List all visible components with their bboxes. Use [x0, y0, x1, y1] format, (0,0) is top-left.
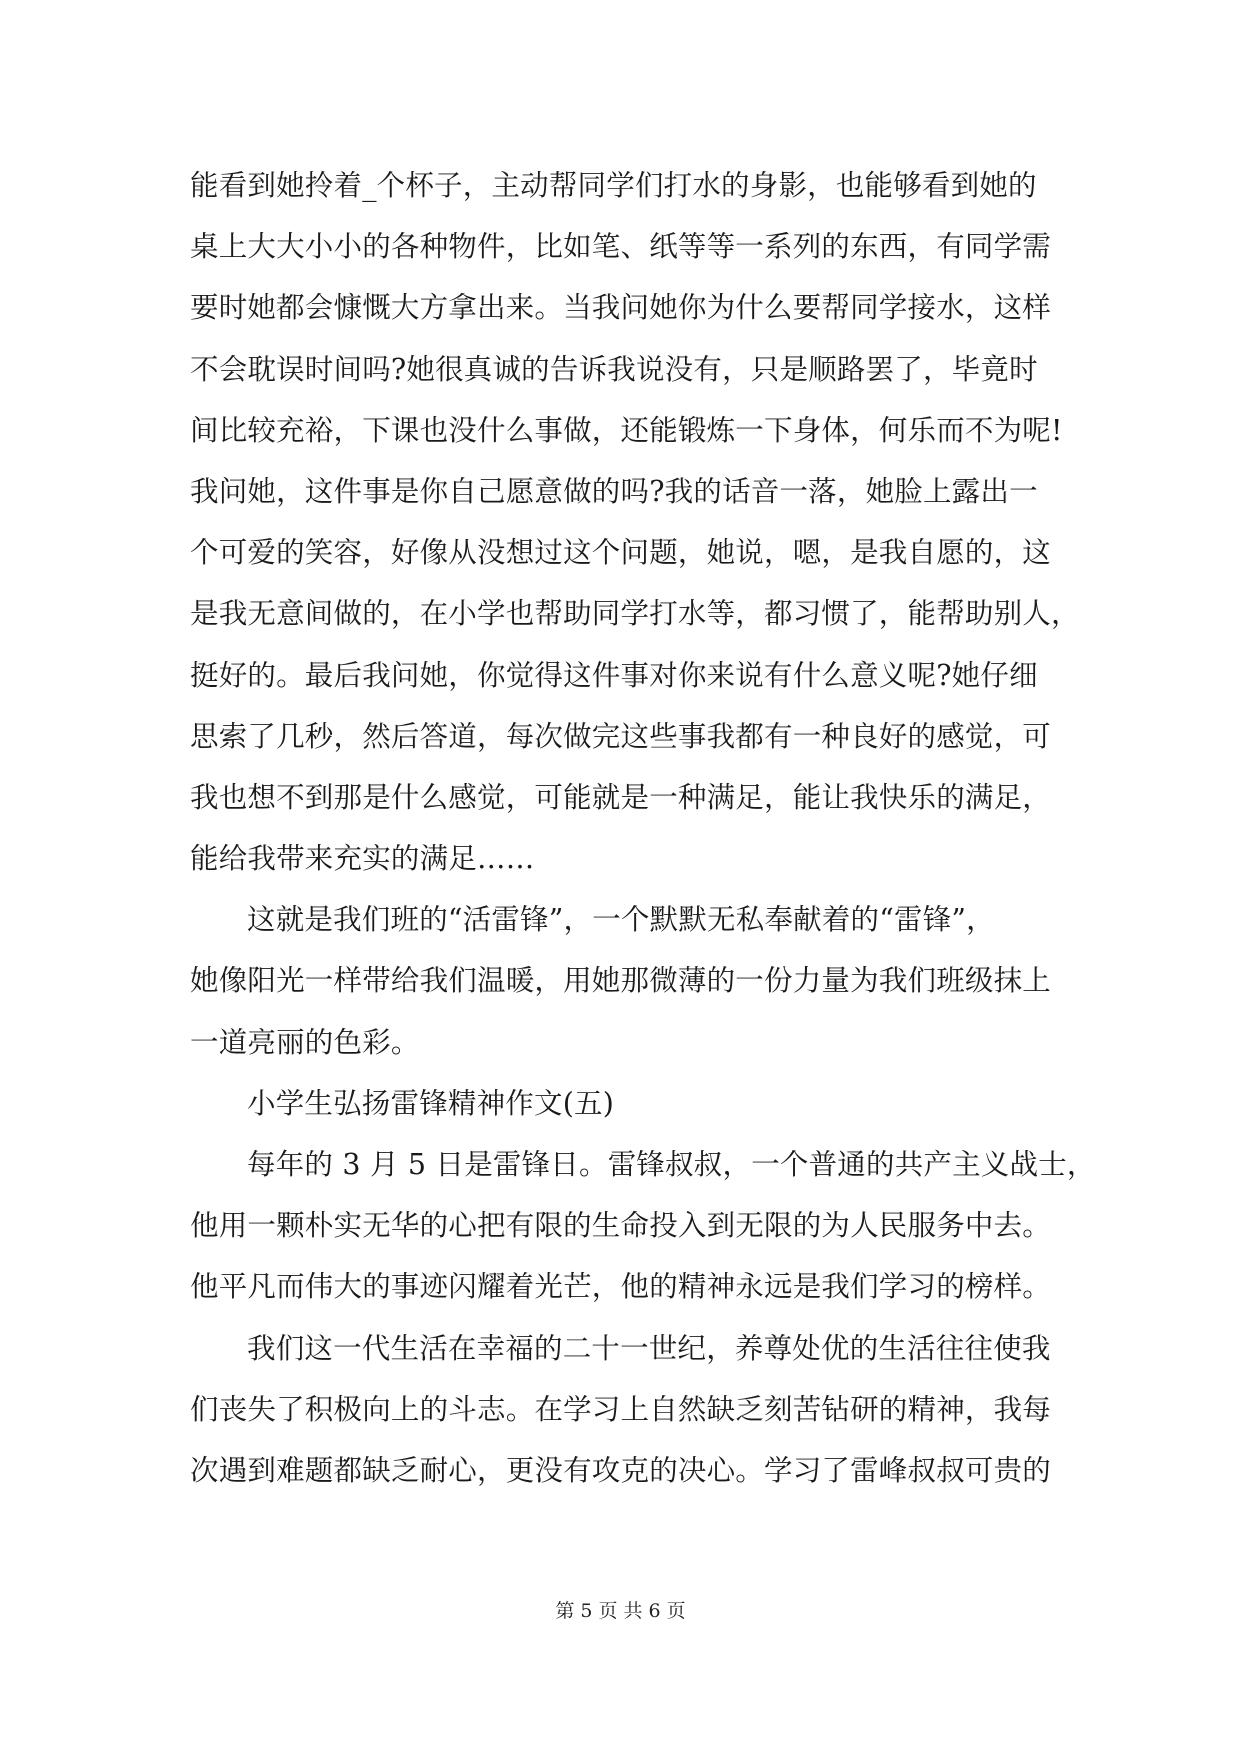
- text-line: 他用一颗朴实无华的心把有限的生命投入到无限的为人民服务中去。: [190, 1209, 1052, 1243]
- text-line: 能给我带来充实的满足……: [190, 842, 535, 876]
- text-line: 我问她，这件事是你自己愿意做的吗?我的话音一落，她脸上露出一: [190, 474, 1038, 508]
- text-line: 间比较充裕，下课也没什么事做，还能锻炼一下身体，何乐而不为呢!: [190, 413, 1063, 447]
- text-line: 她像阳光一样带给我们温暖，用她那微薄的一份力量为我们班级抹上: [190, 964, 1052, 998]
- page-number-footer: 第 5 页 共 6 页: [555, 1600, 686, 1622]
- text-line: 挺好的。最后我问她，你觉得这件事对你来说有什么意义呢?她仔细: [190, 658, 1038, 692]
- text-line: 思索了几秒，然后答道，每次做完这些事我都有一种良好的感觉，可: [190, 719, 1052, 753]
- text-line: 是我无意间做的，在小学也帮助同学打水等，都习惯了，能帮助别人，: [190, 597, 1080, 631]
- text-line: 次遇到难题都缺乏耐心，更没有攻克的决心。学习了雷峰叔叔可贵的: [190, 1453, 1052, 1487]
- text-line: 一道亮丽的色彩。: [190, 1025, 420, 1059]
- paragraph-start-line: 这就是我们班的“活雷锋”，一个默默无私奉献着的“雷锋”，: [247, 903, 995, 937]
- body-text: [190, 155, 1096, 1501]
- section-heading: 小学生弘扬雷锋精神作文(五): [247, 1086, 615, 1120]
- paragraph-start-line: 每年的 3 月 5 日是雷锋日。雷锋叔叔，一个普通的共产主义战士，: [247, 1148, 1096, 1181]
- text-line: 不会耽误时间吗?她很真诚的告诉我说没有，只是顺路罢了，毕竟时: [190, 352, 1038, 386]
- paragraph-start-line: 我们这一代生活在幸福的二十一世纪，养尊处优的生活往往使我: [247, 1331, 1051, 1365]
- text-line: 桌上大大小小的各种物件，比如笔、纸等等一系列的东西，有同学需: [190, 230, 1052, 264]
- text-line: 能看到她拎着_个杯子，主动帮同学们打水的身影，也能够看到她的: [190, 169, 1037, 202]
- text-line: 们丧失了积极向上的斗志。在学习上自然缺乏刻苦钻研的精神，我每: [190, 1392, 1052, 1426]
- text-line: 他平凡而伟大的事迹闪耀着光芒，他的精神永远是我们学习的榜样。: [190, 1270, 1052, 1304]
- text-line: 个可爱的笑容，好像从没想过这个问题，她说，嗯，是我自愿的，这: [190, 536, 1052, 570]
- text-line: 要时她都会慷慨大方拿出来。当我问她你为什么要帮同学接水，这样: [190, 291, 1052, 325]
- text-line: 我也想不到那是什么感觉，可能就是一种满足，能让我快乐的满足，: [190, 780, 1052, 814]
